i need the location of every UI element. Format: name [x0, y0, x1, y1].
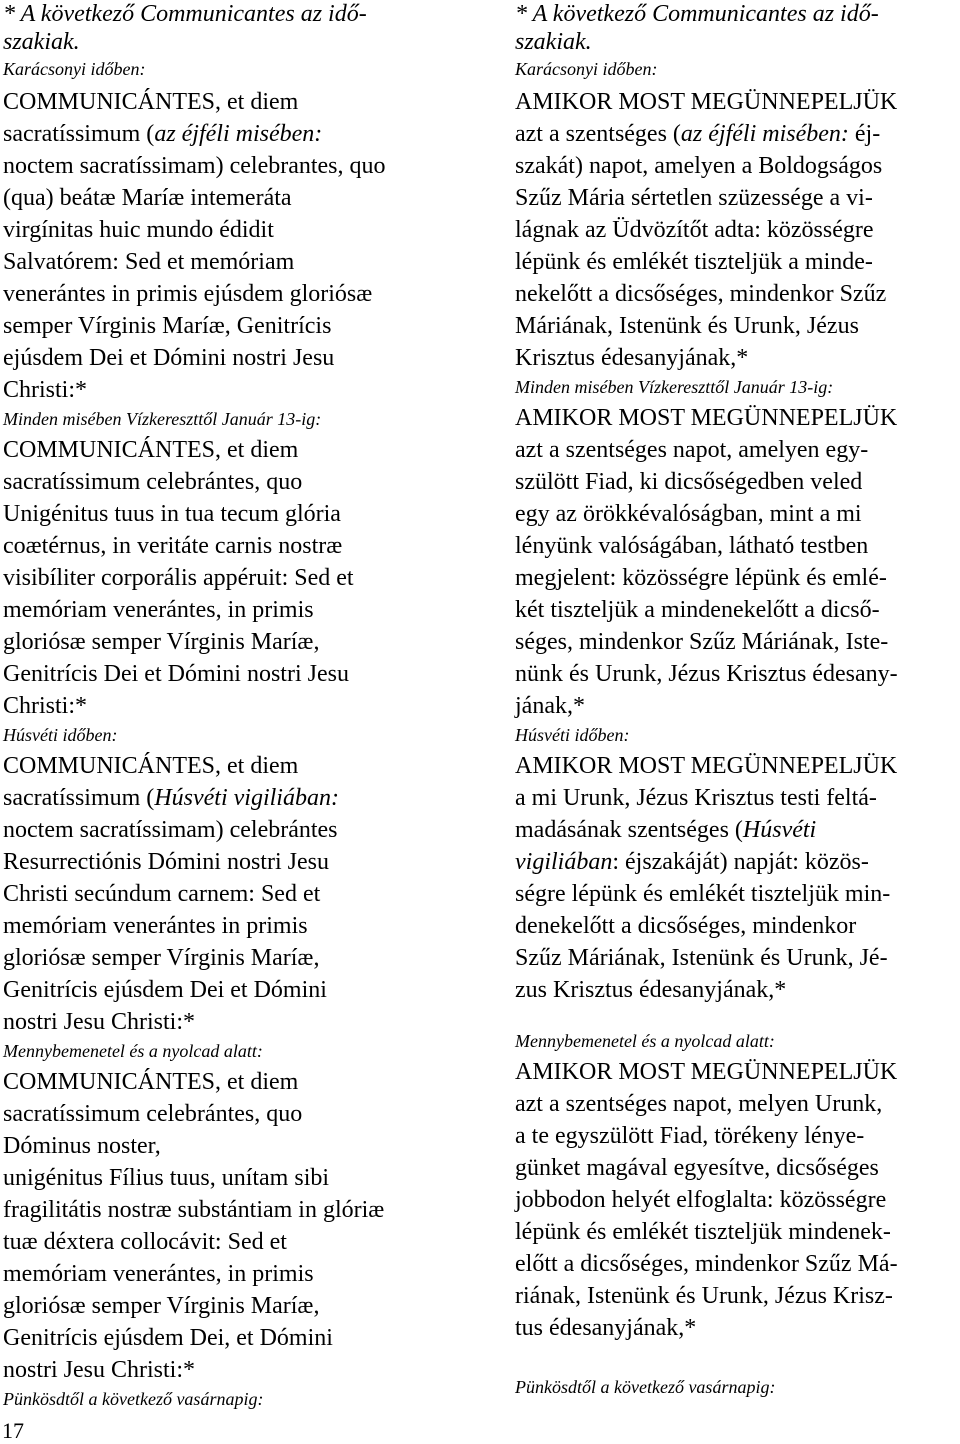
- latin-text-line: gloriósæ semper Vírginis Maríæ,: [3, 1293, 320, 1319]
- latin-section-heading: Pünkösdtől a következő vasárnapig:: [3, 1389, 264, 1409]
- latin-text-line: venerántes in primis ejúsdem gloriósæ: [3, 281, 373, 307]
- hungarian-text-line: lépünk és emlékét tiszteljük a minde-: [515, 249, 873, 275]
- latin-text-line: coætérnus, in veritáte carnis nostræ: [3, 533, 343, 559]
- hungarian-text-line: két tiszteljük a mindenekelőtt a dicső-: [515, 597, 880, 623]
- hungarian-text-line: AMIKOR MOST MEGÜNNEPELJÜK: [515, 405, 898, 431]
- latin-section-heading: Húsvéti időben:: [3, 725, 118, 745]
- hungarian-text-line: azt a szentséges napot, amelyen egy-: [515, 437, 869, 463]
- hungarian-section-heading: Mennybemenetel és a nyolcad alatt:: [515, 1031, 775, 1051]
- latin-text-line: memóriam venerántes, in primis: [3, 597, 314, 623]
- latin-text-line: sacratíssimum celebrántes, quo: [3, 1101, 303, 1127]
- hungarian-text-line: Máriának, Istenünk és Urunk, Jézus: [515, 313, 859, 339]
- hungarian-text-span: az éjféli misében:: [680, 121, 849, 147]
- hungarian-text-line: günket magával egyesítve, dicsőséges: [515, 1155, 879, 1181]
- latin-text-span: sacratíssimum (: [3, 121, 155, 147]
- hungarian-text-line: [515, 120, 880, 148]
- hungarian-text-line: [515, 848, 869, 876]
- hungarian-note-line: * A következő Communicantes az idő-: [515, 1, 879, 27]
- latin-text-line: virgínitas huic mundo édidit: [3, 217, 274, 243]
- latin-text-line: Genitrícis ejúsdem Dei et Dómini: [3, 977, 327, 1003]
- hungarian-text-line: Szűz Mária sértetlen szüzessége a vi-: [515, 185, 873, 211]
- latin-text-line: sacratíssimum celebrántes, quo: [3, 469, 303, 495]
- latin-text-line: gloriósæ semper Vírginis Maríæ,: [3, 629, 320, 655]
- hungarian-text-line: ségre lépünk és emlékét tiszteljük min-: [515, 881, 891, 907]
- latin-text-line: Christi secúndum carnem: Sed et: [3, 881, 321, 907]
- latin-text-line: noctem sacratíssimam) celebrántes: [3, 817, 338, 843]
- latin-text-line: fragilitátis nostræ substántiam in glóriæ: [3, 1197, 385, 1223]
- latin-text-line: Salvatórem: Sed et memóriam: [3, 249, 295, 275]
- latin-text-span: Húsvéti vigiliában:: [154, 785, 339, 811]
- latin-section-heading: Minden misében Vízkereszttől Január 13-ig:: [3, 409, 322, 429]
- hungarian-text-line: lágnak az Üdvözítőt adta: közösségre: [515, 217, 874, 243]
- latin-note-line: * A következő Communicantes az idő-: [3, 1, 367, 27]
- hungarian-section-heading: Minden misében Vízkereszttől Január 13-ig:: [515, 377, 834, 397]
- hungarian-text-span: éj-: [848, 121, 881, 147]
- hungarian-text-line: nekelőtt a dicsőséges, mindenkor Szűz: [515, 281, 887, 307]
- hungarian-text-line: jobbodon helyét elfoglalta: közösségre: [515, 1187, 887, 1213]
- latin-text-line: Christi:*: [3, 377, 88, 403]
- latin-text-line: unigénitus Fílius tuus, unítam sibi: [3, 1165, 330, 1191]
- hungarian-text-line: nünk és Urunk, Jézus Krisztus édesany-: [515, 661, 898, 687]
- hungarian-text-span: vigiliában: [515, 849, 613, 875]
- hungarian-text-line: riának, Istenünk és Urunk, Jézus Krisz-: [515, 1283, 893, 1309]
- hungarian-text-line: séges, mindenkor Szűz Máriának, Iste-: [515, 629, 889, 655]
- hungarian-text-line: AMIKOR MOST MEGÜNNEPELJÜK: [515, 89, 898, 115]
- hungarian-section-heading: Húsvéti időben:: [515, 725, 630, 745]
- hungarian-text-line: Szűz Máriának, Istenünk és Urunk, Jé-: [515, 945, 888, 971]
- hungarian-text-line: szülött Fiad, ki dicsőségedben veled: [515, 469, 863, 495]
- hungarian-text-line: lényünk valóságában, látható testben: [515, 533, 869, 559]
- hungarian-text-line: a te egyszülött Fiad, törékeny lénye-: [515, 1123, 865, 1149]
- latin-text-line: visibíliter corporális appéruit: Sed et: [3, 565, 354, 591]
- latin-text-line: (qua) beátæ Maríæ intemeráta: [3, 185, 292, 211]
- latin-section-heading: Mennybemenetel és a nyolcad alatt:: [3, 1041, 263, 1061]
- latin-text-line: ejúsdem Dei et Dómini nostri Jesu: [3, 345, 335, 371]
- hungarian-text-span: madásának szentséges (: [515, 817, 743, 843]
- latin-text-line: noctem sacratíssimam) celebrantes, quo: [3, 153, 386, 179]
- hungarian-text-span: Húsvéti: [742, 817, 817, 843]
- latin-text-line: COMMUNICÁNTES, et diem: [3, 89, 299, 115]
- hungarian-text-span: : éjszakáját) napját: közös-: [612, 849, 869, 875]
- hungarian-text-line: jának,*: [515, 693, 585, 719]
- hungarian-text-line: AMIKOR MOST MEGÜNNEPELJÜK: [515, 753, 898, 779]
- latin-text-line: Dóminus noster,: [3, 1133, 161, 1159]
- hungarian-text-span: azt a szentséges (: [515, 121, 681, 147]
- latin-text-line: [3, 784, 339, 812]
- latin-text-line: memóriam venerántes in primis: [3, 913, 308, 939]
- latin-text-line: nostri Jesu Christi:*: [3, 1009, 196, 1035]
- page-number: 17: [2, 1418, 24, 1443]
- latin-text-line: Christi:*: [3, 693, 88, 719]
- latin-text-line: memóriam venerántes, in primis: [3, 1261, 314, 1287]
- latin-text-line: tuæ déxtera collocávit: Sed et: [3, 1229, 287, 1255]
- latin-section-heading: Karácsonyi időben:: [3, 59, 146, 79]
- hungarian-text-line: AMIKOR MOST MEGÜNNEPELJÜK: [515, 1059, 898, 1085]
- hungarian-text-line: [515, 816, 816, 844]
- latin-text-line: gloriósæ semper Vírginis Maríæ,: [3, 945, 320, 971]
- latin-text-line: COMMUNICÁNTES, et diem: [3, 753, 299, 779]
- hungarian-section-heading: Pünkösdtől a következő vasárnapig:: [515, 1377, 776, 1397]
- latin-text-line: Resurrectiónis Dómini nostri Jesu: [3, 849, 329, 875]
- latin-text-line: COMMUNICÁNTES, et diem: [3, 437, 299, 463]
- hungarian-text-line: lépünk és emlékét tiszteljük mindenek-: [515, 1219, 891, 1245]
- latin-text-line: semper Vírginis Maríæ, Genitrícis: [3, 313, 332, 339]
- hungarian-note-line: szakiak.: [515, 29, 592, 55]
- hungarian-text-line: a mi Urunk, Jézus Krisztus testi feltá-: [515, 785, 877, 811]
- hungarian-text-line: megjelent: közösségre lépünk és emlé-: [515, 565, 887, 591]
- latin-text-span: az éjféli misében:: [154, 121, 323, 147]
- latin-text-line: COMMUNICÁNTES, et diem: [3, 1069, 299, 1095]
- latin-note-line: szakiak.: [3, 29, 80, 55]
- hungarian-text-line: előtt a dicsőséges, mindenkor Szűz Má-: [515, 1251, 898, 1277]
- hungarian-text-line: azt a szentséges napot, melyen Urunk,: [515, 1091, 883, 1117]
- latin-text-line: nostri Jesu Christi:*: [3, 1357, 196, 1383]
- hungarian-text-line: egy az örökkévalóságban, mint a mi: [515, 501, 862, 527]
- hungarian-text-line: zus Krisztus édesanyjának,*: [515, 977, 787, 1003]
- latin-text-line: Unigénitus tuus in tua tecum glória: [3, 501, 341, 527]
- hungarian-section-heading: Karácsonyi időben:: [515, 59, 658, 79]
- hungarian-text-line: tus édesanyjának,*: [515, 1315, 697, 1341]
- latin-text-line: Genitrícis Dei et Dómini nostri Jesu: [3, 661, 349, 687]
- hungarian-text-line: denekelőtt a dicsőséges, mindenkor: [515, 913, 857, 939]
- latin-text-line: Genitrícis ejúsdem Dei, et Dómini: [3, 1325, 333, 1351]
- hungarian-text-line: szakát) napot, amelyen a Boldogságos: [515, 153, 883, 179]
- latin-text-line: [3, 120, 322, 148]
- latin-text-span: sacratíssimum (: [3, 785, 155, 811]
- hungarian-text-line: Krisztus édesanyjának,*: [515, 345, 749, 371]
